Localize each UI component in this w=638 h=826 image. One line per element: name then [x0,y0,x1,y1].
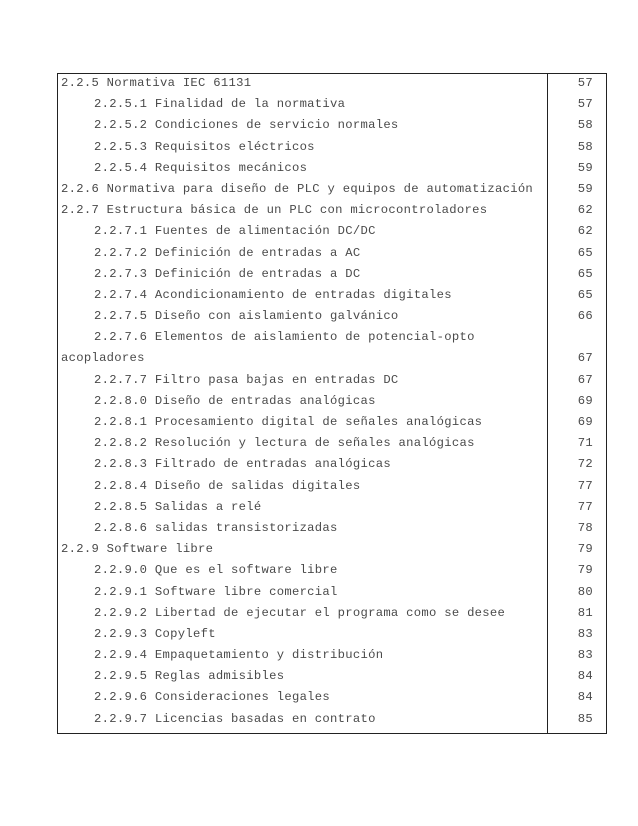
toc-entry [57,709,607,730]
toc-entry-page-number: 67 [577,351,593,366]
toc-entry [57,179,607,200]
toc-entry [57,137,607,158]
toc-entry-page-number: 65 [577,266,593,281]
toc-entry-page-number: 69 [577,415,593,430]
toc-entry-title [94,645,383,666]
toc-entry-title-text: 2.2.5.2 Condiciones de servicio normales [94,118,399,133]
toc-entry [57,454,607,475]
toc-entry-title [94,391,376,412]
toc-entry [57,94,607,115]
toc-entry-page-number: 78 [577,520,593,535]
toc-entry-title [94,603,505,624]
toc-entry-title [61,179,533,200]
toc-entry-title [94,454,391,475]
toc-entry-title [94,666,284,687]
toc-entry-title [94,243,360,264]
toc-entry-page-number: 66 [577,309,593,324]
toc-entry [57,370,607,391]
toc-entry-page-number: 83 [577,648,593,663]
toc-entry-title-text: 2.2.8.6 salidas transistorizadas [94,520,338,535]
toc-entry-title-continuation: acopladores [61,351,145,366]
toc-entry [57,158,607,179]
toc-entry-title-text: 2.2.9.6 Consideraciones legales [94,690,331,705]
toc-entry-title-text: 2.2.9.1 Software libre comercial [94,584,338,599]
toc-entry-title-text: 2.2.7.3 Definición de entradas a DC [94,266,361,281]
toc-entry [57,497,607,518]
toc-entry-page-number: 65 [577,287,593,302]
toc-entry-title [94,137,315,158]
toc-entry-page-number: 71 [577,436,593,451]
toc-entry [57,264,607,285]
toc-entry [57,412,607,433]
toc-entry-page-number: 81 [577,605,593,620]
toc-entry [57,645,607,666]
toc-entry-title [94,518,338,539]
toc-entry-title-text: 2.2.9.2 Libertad de ejecutar el programa como se desee [94,605,506,620]
toc-entry-page-number: 67 [577,372,593,387]
toc-entry-title-text: 2.2.9.5 Reglas admisibles [94,669,285,684]
toc-entry-page-number: 84 [577,690,593,705]
toc-entry-page-number: 69 [577,393,593,408]
toc-entry-title [94,221,376,242]
toc-entry-title [94,687,330,708]
toc-entry-title-text: 2.2.6 Normativa para diseño de PLC y equipos de automatización [61,181,534,196]
toc-entry-title [61,327,475,369]
toc-entry-page-number: 59 [577,181,593,196]
toc-entry-title [94,709,376,730]
toc-entry-title [94,476,360,497]
toc-entry-title [94,115,399,136]
toc-entry-page-number: 62 [577,203,593,218]
toc-entry-page-number: 80 [577,584,593,599]
toc-entry-page-number: 65 [577,245,593,260]
toc-entry-title [94,433,475,454]
toc-entry [57,666,607,687]
toc-entry-title-text: 2.2.5 Normativa IEC 61131 [61,76,252,90]
toc-entry-page-number: 79 [577,542,593,557]
toc-entry-title [94,158,307,179]
toc-entry-title-text: 2.2.9.0 Que es el software libre [94,563,338,578]
toc-entry [57,200,607,221]
toc-entry [57,391,607,412]
toc-entry-title [94,370,399,391]
toc-entry [57,306,607,327]
toc-entry-page-number: 85 [577,711,593,726]
toc-entry-title-text: 2.2.8.1 Procesamiento digital de señales analógicas [94,415,483,430]
toc-entry-page-number: 77 [577,499,593,514]
toc-entry [57,73,607,94]
toc-entry-title-text: 2.2.8.3 Filtrado de entradas analógicas [94,457,391,472]
toc-entry-page-number: 79 [577,563,593,578]
toc-entry [57,243,607,264]
toc-entry-title [94,264,360,285]
toc-entry-page-number: 58 [577,139,593,154]
toc-entry-title-text: 2.2.8.0 Diseño de entradas analógicas [94,393,376,408]
toc-entry-title-text: 2.2.7.2 Definición de entradas a AC [94,245,361,260]
toc-entry [57,221,607,242]
toc-entry [57,327,607,369]
toc-entry-title [94,285,452,306]
toc-entry-title-text: 2.2.5.4 Requisitos mecánicos [94,160,308,175]
toc-entry-title [94,560,338,581]
toc-entry-title-text: 2.2.7.6 Elementos de aislamiento de potencial-opto [94,330,475,345]
toc-entry-page-number: 58 [577,118,593,133]
toc-entry-title-text: 2.2.7.4 Acondicionamiento de entradas digitales [94,287,452,302]
toc-entry-title-text: 2.2.9.7 Licencias basadas en contrato [94,711,376,726]
toc-entry-page-number: 77 [577,478,593,493]
toc-entry-title-text: 2.2.9.3 Copyleft [94,626,216,641]
toc-entry-title [61,73,251,94]
toc-entry [57,624,607,645]
toc-entry-title [61,539,213,560]
toc-entry [57,433,607,454]
toc-entry [57,285,607,306]
toc-entry-title-text: 2.2.7.5 Diseño con aislamiento galvánico [94,309,399,324]
toc-entry-title-text: 2.2.7.7 Filtro pasa bajas en entradas DC [94,372,399,387]
toc-entry-title-text: 2.2.8.2 Resolución y lectura de señales analógicas [94,436,475,451]
toc-entry [57,518,607,539]
toc-entry-page-number: 72 [577,457,593,472]
toc-entry-title [94,582,338,603]
toc-entry [57,560,607,581]
toc-entry [57,582,607,603]
toc-entry [57,539,607,560]
toc-entry-page-number: 57 [577,76,593,90]
toc-entry [57,687,607,708]
toc-entry-title-text: 2.2.9.4 Empaquetamiento y distribución [94,648,384,663]
toc-entry-title-text: 2.2.9 Software libre [61,542,214,557]
toc-entry-title-text: 2.2.5.1 Finalidad de la normativa [94,97,346,112]
toc-entry-title [94,94,345,115]
toc-entry-title-text: 2.2.5.3 Requisitos eléctricos [94,139,315,154]
toc-entry-page-number: 57 [577,97,593,112]
toc-entry [57,603,607,624]
toc-entry-title-text: 2.2.8.5 Salidas a relé [94,499,262,514]
toc-entry [57,476,607,497]
toc-entry-page-number: 84 [577,669,593,684]
table-of-contents [57,73,607,730]
toc-entry-page-number: 62 [577,224,593,239]
toc-entry-page-number: 83 [577,626,593,641]
toc-entry-title-text: 2.2.7 Estructura básica de un PLC con microcontroladores [61,203,488,218]
toc-entry-title [94,306,399,327]
toc-entry-title-text: 2.2.7.1 Fuentes de alimentación DC/DC [94,224,376,239]
toc-entry-title [94,497,262,518]
toc-entry-title [94,412,482,433]
toc-entry [57,115,607,136]
toc-entry-title-text: 2.2.8.4 Diseño de salidas digitales [94,478,361,493]
toc-entry-title [61,200,487,221]
toc-entry-page-number: 59 [577,160,593,175]
toc-entry-title [94,624,216,645]
